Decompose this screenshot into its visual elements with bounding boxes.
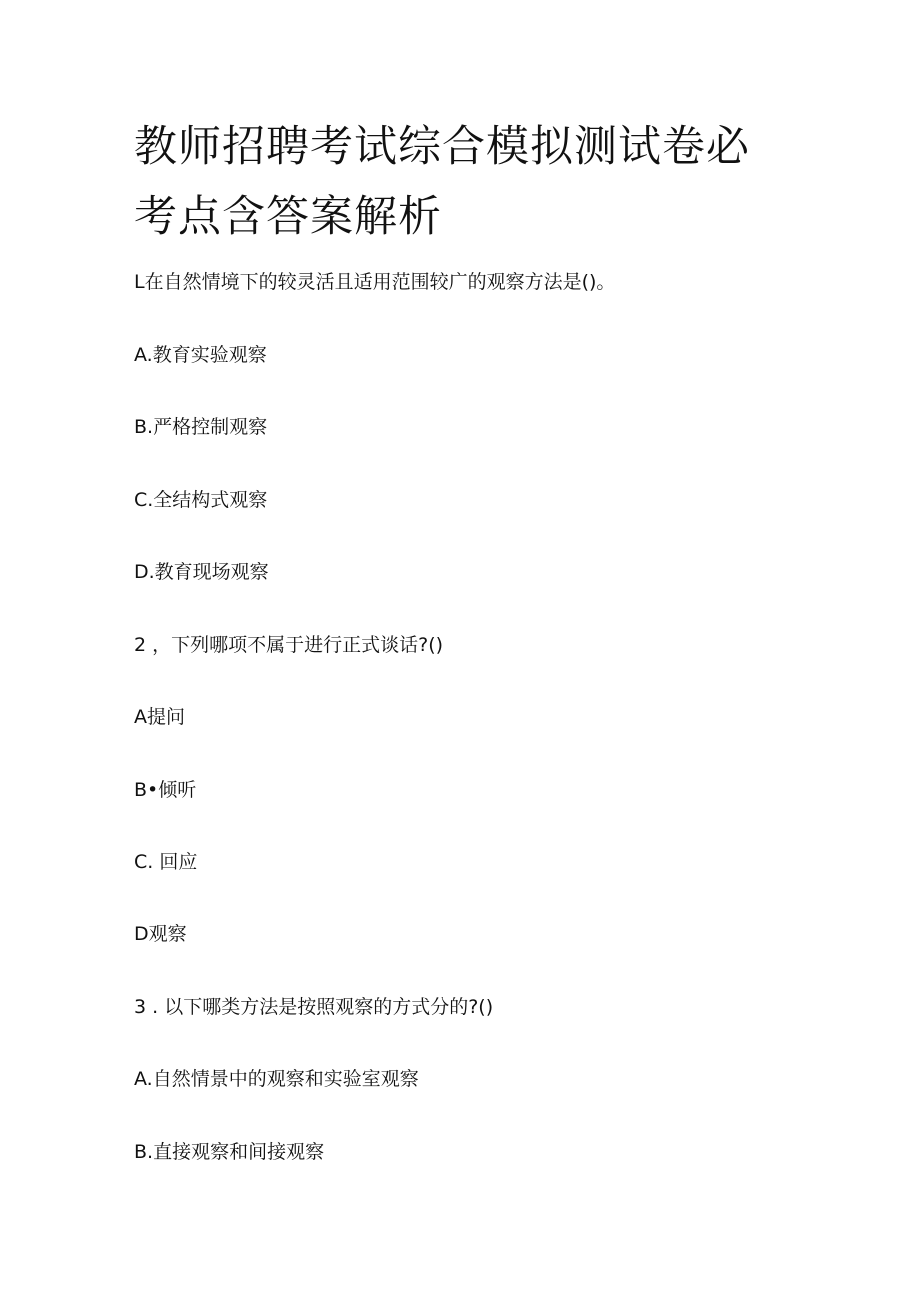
question-2-option-a: A提问 [134, 706, 185, 728]
question-1-option-c: C.全结构式观察 [134, 489, 268, 511]
question-3-option-a: A.自然情景中的观察和实验室观察 [134, 1068, 419, 1090]
question-1-stem: L在自然情境下的较灵活且适用范围较广的观察方法是()。 [134, 271, 616, 293]
question-2-stem: 2 ，下列哪项不属于进行正式谈话?() [134, 634, 444, 656]
document-title: 教师招聘考试综合模拟测试卷必考点含答案解析 [134, 122, 750, 242]
question-1-option-a: A.教育实验观察 [134, 344, 267, 366]
question-3-option-b: B.直接观察和间接观察 [134, 1141, 325, 1163]
question-2-option-b: B•倾听 [134, 779, 197, 801]
question-2-option-d: D观察 [134, 923, 187, 945]
question-1-option-d: D.教育现场观察 [134, 561, 269, 583]
question-3-stem: 3 . 以下哪类方法是按照观察的方式分的?() [134, 996, 494, 1018]
question-1-option-b: B.严格控制观察 [134, 416, 268, 438]
question-2-option-c: C. 回应 [134, 851, 198, 873]
